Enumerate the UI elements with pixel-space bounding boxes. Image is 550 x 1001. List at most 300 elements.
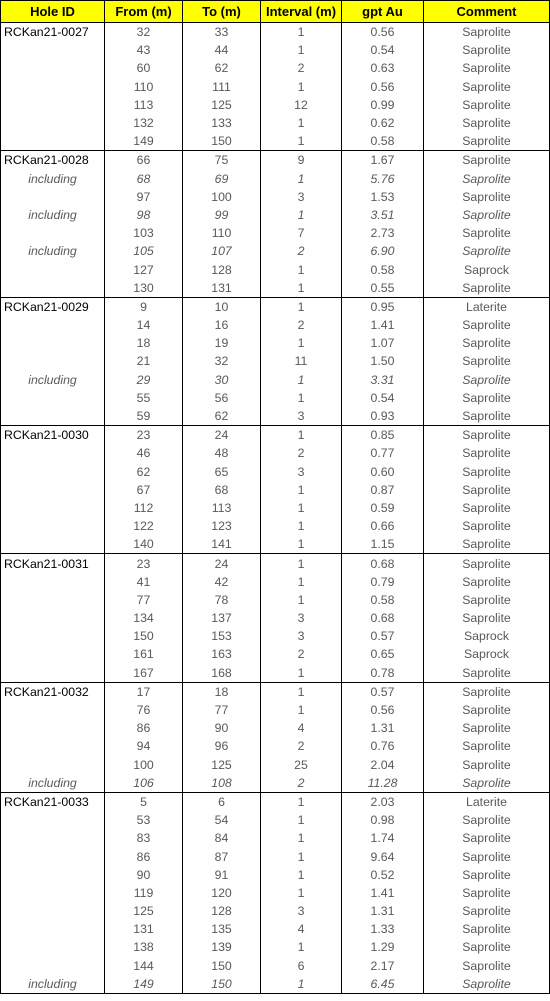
table-row (1, 151, 550, 170)
comment-cell: Saprolite (424, 554, 550, 573)
comment-cell: Saprolite (424, 902, 550, 920)
comment-cell: Saprolite (424, 316, 550, 334)
comment-cell: Saprolite (424, 609, 550, 627)
gpt-au-cell: 0.76 (342, 737, 424, 755)
table-row (1, 334, 550, 352)
from-cell: 17 (105, 682, 183, 701)
interval-cell: 1 (261, 829, 342, 847)
hole-id-cell (1, 279, 105, 298)
to-cell: 100 (183, 188, 261, 206)
table-row (1, 499, 550, 517)
gpt-au-cell: 0.87 (342, 481, 424, 499)
comment-cell: Saprolite (424, 920, 550, 938)
comment-cell: Saprock (424, 627, 550, 645)
to-cell: 128 (183, 260, 261, 278)
from-cell: 62 (105, 463, 183, 481)
from-cell: 46 (105, 444, 183, 462)
interval-cell: 1 (261, 334, 342, 352)
to-cell: 75 (183, 151, 261, 170)
from-cell: 149 (105, 975, 183, 994)
from-cell: 140 (105, 535, 183, 554)
gpt-au-cell: 0.60 (342, 463, 424, 481)
to-cell: 48 (183, 444, 261, 462)
comment-cell: Saprolite (424, 756, 550, 774)
interval-cell: 4 (261, 719, 342, 737)
from-cell: 167 (105, 664, 183, 683)
gpt-au-cell: 0.58 (342, 260, 424, 278)
table-row (1, 866, 550, 884)
interval-cell: 1 (261, 170, 342, 188)
from-cell: 103 (105, 224, 183, 242)
interval-cell: 3 (261, 902, 342, 920)
to-cell: 42 (183, 573, 261, 591)
table-row (1, 371, 550, 389)
gpt-au-cell: 0.99 (342, 96, 424, 114)
table-row (1, 847, 550, 865)
interval-cell: 1 (261, 792, 342, 811)
table-row (1, 426, 550, 445)
gpt-au-cell: 2.03 (342, 792, 424, 811)
gpt-au-cell: 0.78 (342, 664, 424, 683)
to-cell: 150 (183, 975, 261, 994)
from-cell: 86 (105, 847, 183, 865)
to-cell: 163 (183, 645, 261, 663)
comment-cell: Saprock (424, 260, 550, 278)
table-row (1, 756, 550, 774)
to-cell: 91 (183, 866, 261, 884)
interval-cell: 25 (261, 756, 342, 774)
gpt-au-cell: 1.29 (342, 938, 424, 956)
gpt-au-cell: 0.68 (342, 609, 424, 627)
gpt-au-cell: 3.31 (342, 371, 424, 389)
from-cell: 149 (105, 132, 183, 151)
from-cell: 76 (105, 701, 183, 719)
to-cell: 6 (183, 792, 261, 811)
to-cell: 125 (183, 756, 261, 774)
to-cell: 90 (183, 719, 261, 737)
comment-cell: Saprolite (424, 682, 550, 701)
hole-id-cell (1, 627, 105, 645)
comment-cell: Saprolite (424, 444, 550, 462)
table-row (1, 627, 550, 645)
from-cell: 144 (105, 957, 183, 975)
hole-id-cell (1, 535, 105, 554)
header-gpt-au: gpt Au (342, 1, 424, 23)
from-cell: 41 (105, 573, 183, 591)
hole-id-cell (1, 407, 105, 426)
to-cell: 125 (183, 96, 261, 114)
hole-id-cell: including (1, 371, 105, 389)
table-row (1, 811, 550, 829)
gpt-au-cell: 1.41 (342, 316, 424, 334)
to-cell: 168 (183, 664, 261, 683)
from-cell: 100 (105, 756, 183, 774)
interval-cell: 2 (261, 645, 342, 663)
from-cell: 59 (105, 407, 183, 426)
interval-cell: 1 (261, 132, 342, 151)
gpt-au-cell: 9.64 (342, 847, 424, 865)
from-cell: 14 (105, 316, 183, 334)
hole-id-cell: RCKan21-0030 (1, 426, 105, 445)
hole-id-cell (1, 517, 105, 535)
from-cell: 119 (105, 884, 183, 902)
table-row (1, 407, 550, 426)
interval-cell: 1 (261, 573, 342, 591)
hole-id-cell (1, 884, 105, 902)
to-cell: 96 (183, 737, 261, 755)
to-cell: 10 (183, 297, 261, 316)
from-cell: 110 (105, 78, 183, 96)
comment-cell: Saprolite (424, 719, 550, 737)
hole-id-cell (1, 811, 105, 829)
gpt-au-cell: 0.54 (342, 389, 424, 407)
interval-cell: 1 (261, 884, 342, 902)
table-row (1, 554, 550, 573)
interval-cell: 11 (261, 352, 342, 370)
comment-cell: Saprolite (424, 938, 550, 956)
from-cell: 68 (105, 170, 183, 188)
interval-cell: 1 (261, 535, 342, 554)
gpt-au-cell: 1.07 (342, 334, 424, 352)
table-row (1, 444, 550, 462)
table-row (1, 170, 550, 188)
table-row (1, 517, 550, 535)
comment-cell: Saprolite (424, 774, 550, 793)
hole-id-cell: RCKan21-0033 (1, 792, 105, 811)
to-cell: 84 (183, 829, 261, 847)
to-cell: 107 (183, 242, 261, 260)
table-row (1, 481, 550, 499)
interval-cell: 1 (261, 517, 342, 535)
table-row (1, 132, 550, 151)
gpt-au-cell: 0.66 (342, 517, 424, 535)
table-row (1, 78, 550, 96)
comment-cell: Saprolite (424, 96, 550, 114)
table-row (1, 645, 550, 663)
interval-cell: 2 (261, 316, 342, 334)
gpt-au-cell: 0.58 (342, 132, 424, 151)
comment-cell: Saprolite (424, 206, 550, 224)
table-row (1, 23, 550, 42)
gpt-au-cell: 2.04 (342, 756, 424, 774)
comment-cell: Saprolite (424, 334, 550, 352)
comment-cell: Saprolite (424, 151, 550, 170)
to-cell: 24 (183, 426, 261, 445)
hole-id-cell (1, 701, 105, 719)
comment-cell: Saprolite (424, 371, 550, 389)
table-row (1, 774, 550, 793)
from-cell: 53 (105, 811, 183, 829)
hole-id-cell (1, 352, 105, 370)
comment-cell: Saprolite (424, 224, 550, 242)
interval-cell: 1 (261, 481, 342, 499)
hole-id-cell (1, 59, 105, 77)
gpt-au-cell: 2.73 (342, 224, 424, 242)
hole-id-cell (1, 96, 105, 114)
hole-id-cell: including (1, 206, 105, 224)
hole-id-cell (1, 41, 105, 59)
hole-id-cell (1, 334, 105, 352)
comment-cell: Laterite (424, 297, 550, 316)
comment-cell: Saprolite (424, 132, 550, 151)
interval-cell: 1 (261, 114, 342, 132)
table-row (1, 792, 550, 811)
interval-cell: 2 (261, 242, 342, 260)
hole-id-cell (1, 609, 105, 627)
from-cell: 98 (105, 206, 183, 224)
hole-id-cell (1, 389, 105, 407)
from-cell: 134 (105, 609, 183, 627)
interval-cell: 6 (261, 957, 342, 975)
table-row (1, 664, 550, 683)
gpt-au-cell: 6.45 (342, 975, 424, 994)
from-cell: 150 (105, 627, 183, 645)
table-body (1, 23, 550, 994)
to-cell: 99 (183, 206, 261, 224)
hole-id-cell: RCKan21-0029 (1, 297, 105, 316)
from-cell: 131 (105, 920, 183, 938)
from-cell: 29 (105, 371, 183, 389)
to-cell: 128 (183, 902, 261, 920)
from-cell: 5 (105, 792, 183, 811)
hole-id-cell (1, 719, 105, 737)
header-from: From (m) (105, 1, 183, 23)
comment-cell: Saprolite (424, 78, 550, 96)
gpt-au-cell: 1.50 (342, 352, 424, 370)
gpt-au-cell: 0.56 (342, 23, 424, 42)
interval-cell: 3 (261, 627, 342, 645)
from-cell: 130 (105, 279, 183, 298)
from-cell: 32 (105, 23, 183, 42)
table-row (1, 920, 550, 938)
interval-cell: 1 (261, 371, 342, 389)
to-cell: 18 (183, 682, 261, 701)
comment-cell: Saprolite (424, 463, 550, 481)
hole-id-cell (1, 188, 105, 206)
gpt-au-cell: 1.33 (342, 920, 424, 938)
table-row (1, 188, 550, 206)
from-cell: 97 (105, 188, 183, 206)
from-cell: 18 (105, 334, 183, 352)
header-comment: Comment (424, 1, 550, 23)
table-row (1, 242, 550, 260)
comment-cell: Saprolite (424, 407, 550, 426)
interval-cell: 1 (261, 938, 342, 956)
gpt-au-cell: 0.79 (342, 573, 424, 591)
hole-id-cell (1, 938, 105, 956)
comment-cell: Saprolite (424, 884, 550, 902)
to-cell: 54 (183, 811, 261, 829)
comment-cell: Saprolite (424, 975, 550, 994)
gpt-au-cell: 0.56 (342, 78, 424, 96)
gpt-au-cell: 0.98 (342, 811, 424, 829)
table-row (1, 41, 550, 59)
interval-cell: 1 (261, 499, 342, 517)
table-row (1, 96, 550, 114)
interval-cell: 1 (261, 426, 342, 445)
to-cell: 123 (183, 517, 261, 535)
table-row (1, 884, 550, 902)
from-cell: 83 (105, 829, 183, 847)
interval-cell: 3 (261, 463, 342, 481)
interval-cell: 1 (261, 664, 342, 683)
hole-id-cell (1, 224, 105, 242)
to-cell: 137 (183, 609, 261, 627)
interval-cell: 2 (261, 737, 342, 755)
interval-cell: 1 (261, 811, 342, 829)
to-cell: 108 (183, 774, 261, 793)
table-row (1, 829, 550, 847)
from-cell: 67 (105, 481, 183, 499)
hole-id-cell (1, 664, 105, 683)
gpt-au-cell: 11.28 (342, 774, 424, 793)
gpt-au-cell: 0.85 (342, 426, 424, 445)
to-cell: 110 (183, 224, 261, 242)
table-row (1, 114, 550, 132)
hole-id-cell (1, 573, 105, 591)
comment-cell: Saprolite (424, 591, 550, 609)
table-row (1, 719, 550, 737)
table-row (1, 902, 550, 920)
to-cell: 68 (183, 481, 261, 499)
to-cell: 87 (183, 847, 261, 865)
comment-cell: Saprolite (424, 23, 550, 42)
to-cell: 150 (183, 957, 261, 975)
interval-cell: 1 (261, 975, 342, 994)
interval-cell: 1 (261, 682, 342, 701)
gpt-au-cell: 5.76 (342, 170, 424, 188)
to-cell: 19 (183, 334, 261, 352)
comment-cell: Saprolite (424, 847, 550, 865)
comment-cell: Saprolite (424, 188, 550, 206)
from-cell: 86 (105, 719, 183, 737)
interval-cell: 12 (261, 96, 342, 114)
interval-cell: 1 (261, 389, 342, 407)
hole-id-cell (1, 260, 105, 278)
gpt-au-cell: 3.51 (342, 206, 424, 224)
comment-cell: Saprolite (424, 426, 550, 445)
from-cell: 125 (105, 902, 183, 920)
table-row (1, 316, 550, 334)
from-cell: 60 (105, 59, 183, 77)
comment-cell: Saprolite (424, 41, 550, 59)
gpt-au-cell: 1.31 (342, 719, 424, 737)
table-row (1, 463, 550, 481)
comment-cell: Saprolite (424, 389, 550, 407)
table-row (1, 297, 550, 316)
from-cell: 132 (105, 114, 183, 132)
comment-cell: Saprolite (424, 829, 550, 847)
to-cell: 141 (183, 535, 261, 554)
interval-cell: 1 (261, 279, 342, 298)
from-cell: 112 (105, 499, 183, 517)
gpt-au-cell: 0.68 (342, 554, 424, 573)
hole-id-cell (1, 132, 105, 151)
to-cell: 113 (183, 499, 261, 517)
table-row (1, 535, 550, 554)
header-to: To (m) (183, 1, 261, 23)
to-cell: 111 (183, 78, 261, 96)
gpt-au-cell: 0.93 (342, 407, 424, 426)
table-row (1, 938, 550, 956)
header-row (1, 1, 550, 23)
hole-id-cell (1, 316, 105, 334)
table-row (1, 260, 550, 278)
to-cell: 56 (183, 389, 261, 407)
comment-cell: Saprolite (424, 957, 550, 975)
hole-id-cell (1, 591, 105, 609)
gpt-au-cell: 1.41 (342, 884, 424, 902)
comment-cell: Saprolite (424, 573, 550, 591)
hole-id-cell: including (1, 975, 105, 994)
from-cell: 21 (105, 352, 183, 370)
table-row (1, 701, 550, 719)
to-cell: 131 (183, 279, 261, 298)
from-cell: 77 (105, 591, 183, 609)
interval-cell: 1 (261, 206, 342, 224)
table-row (1, 573, 550, 591)
hole-id-cell: including (1, 774, 105, 793)
gpt-au-cell: 0.63 (342, 59, 424, 77)
gpt-au-cell: 1.74 (342, 829, 424, 847)
table-row (1, 957, 550, 975)
hole-id-cell (1, 78, 105, 96)
comment-cell: Saprolite (424, 170, 550, 188)
hole-id-cell: RCKan21-0032 (1, 682, 105, 701)
hole-id-cell (1, 957, 105, 975)
gpt-au-cell: 0.65 (342, 645, 424, 663)
table-row (1, 975, 550, 994)
table-row (1, 352, 550, 370)
interval-cell: 1 (261, 847, 342, 865)
to-cell: 62 (183, 407, 261, 426)
gpt-au-cell: 0.57 (342, 627, 424, 645)
comment-cell: Saprolite (424, 481, 550, 499)
to-cell: 77 (183, 701, 261, 719)
interval-cell: 3 (261, 407, 342, 426)
gpt-au-cell: 0.55 (342, 279, 424, 298)
to-cell: 69 (183, 170, 261, 188)
to-cell: 16 (183, 316, 261, 334)
comment-cell: Saprolite (424, 866, 550, 884)
hole-id-cell (1, 866, 105, 884)
header-hole-id: Hole ID (1, 1, 105, 23)
interval-cell: 7 (261, 224, 342, 242)
from-cell: 55 (105, 389, 183, 407)
comment-cell: Saprolite (424, 499, 550, 517)
from-cell: 94 (105, 737, 183, 755)
interval-cell: 2 (261, 444, 342, 462)
from-cell: 113 (105, 96, 183, 114)
hole-id-cell (1, 114, 105, 132)
gpt-au-cell: 0.95 (342, 297, 424, 316)
hole-id-cell: RCKan21-0027 (1, 23, 105, 42)
comment-cell: Laterite (424, 792, 550, 811)
interval-cell: 4 (261, 920, 342, 938)
hole-id-cell (1, 920, 105, 938)
comment-cell: Saprolite (424, 517, 550, 535)
to-cell: 120 (183, 884, 261, 902)
hole-id-cell (1, 902, 105, 920)
table-row (1, 224, 550, 242)
gpt-au-cell: 2.17 (342, 957, 424, 975)
table-row (1, 206, 550, 224)
interval-cell: 1 (261, 41, 342, 59)
from-cell: 9 (105, 297, 183, 316)
hole-id-cell: including (1, 170, 105, 188)
to-cell: 24 (183, 554, 261, 573)
gpt-au-cell: 0.77 (342, 444, 424, 462)
